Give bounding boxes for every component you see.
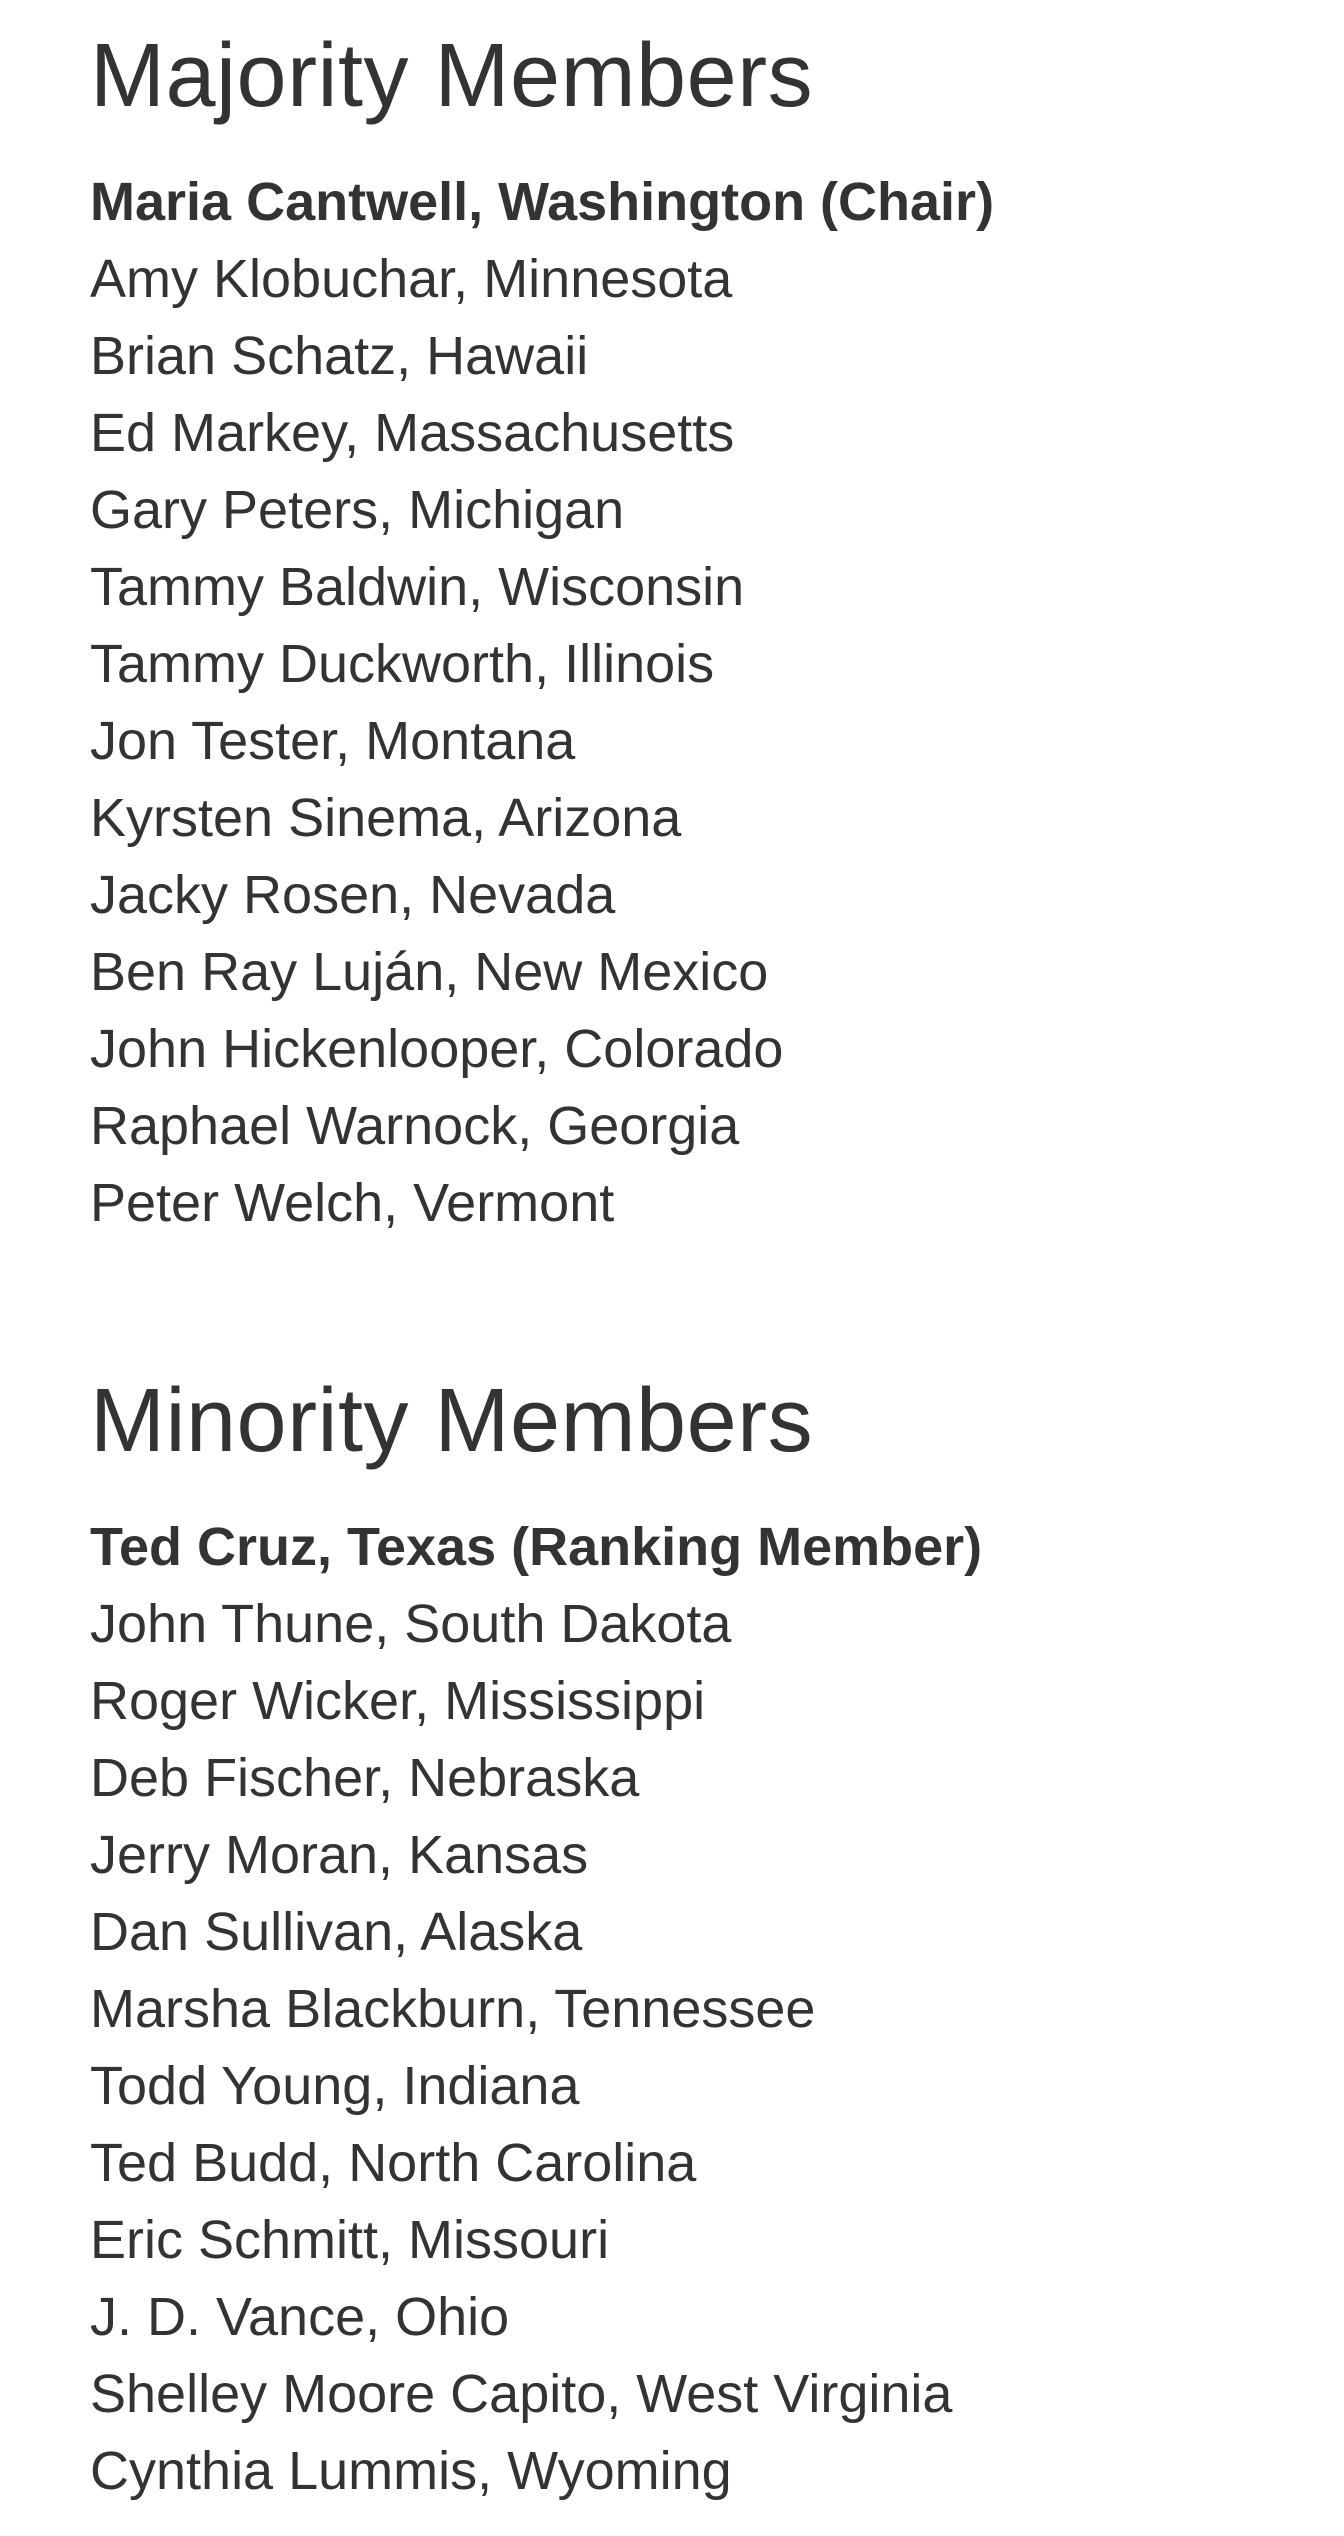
majority-member: Kyrsten Sinema, Arizona — [90, 788, 682, 848]
minority-members-list — [90, 1509, 1290, 2510]
majority-members-section — [90, 24, 1290, 1242]
majority-member: Peter Welch, Vermont — [90, 1173, 615, 1233]
minority-members-section — [90, 1369, 1290, 2510]
majority-member: Jon Tester, Montana — [90, 711, 576, 771]
majority-member: Tammy Duckworth, Illinois — [90, 634, 715, 694]
minority-member: Cynthia Lummis, Wyoming — [90, 2441, 732, 2501]
minority-member: Eric Schmitt, Missouri — [90, 2210, 610, 2270]
majority-chair: Maria Cantwell, Washington (Chair) — [90, 172, 995, 232]
majority-member: Gary Peters, Michigan — [90, 480, 625, 540]
minority-member: Deb Fischer, Nebraska — [90, 1748, 640, 1808]
majority-member: Amy Klobuchar, Minnesota — [90, 249, 733, 309]
minority-ranking-member: Ted Cruz, Texas (Ranking Member) — [90, 1517, 983, 1577]
minority-member: Jerry Moran, Kansas — [90, 1825, 589, 1885]
minority-member: John Thune, South Dakota — [90, 1594, 732, 1654]
minority-member: Ted Budd, North Carolina — [90, 2133, 697, 2193]
majority-member: Jacky Rosen, Nevada — [90, 865, 616, 925]
majority-member: Tammy Baldwin, Wisconsin — [90, 557, 745, 617]
minority-member: Roger Wicker, Mississippi — [90, 1671, 706, 1731]
majority-member: Raphael Warnock, Georgia — [90, 1096, 740, 1156]
majority-members-list — [90, 164, 1290, 1242]
minority-member: Todd Young, Indiana — [90, 2056, 580, 2116]
minority-member: Marsha Blackburn, Tennessee — [90, 1979, 816, 2039]
majority-member: Ed Markey, Massachusetts — [90, 403, 735, 463]
minority-members-heading: Minority Members — [90, 1371, 814, 1471]
minority-member: J. D. Vance, Ohio — [90, 2287, 510, 2347]
majority-members-heading: Majority Members — [90, 26, 814, 126]
minority-member: Shelley Moore Capito, West Virginia — [90, 2364, 953, 2424]
majority-member: John Hickenlooper, Colorado — [90, 1019, 784, 1079]
majority-member: Ben Ray Luján, New Mexico — [90, 942, 769, 1002]
minority-member: Dan Sullivan, Alaska — [90, 1902, 583, 1962]
majority-member: Brian Schatz, Hawaii — [90, 326, 589, 386]
